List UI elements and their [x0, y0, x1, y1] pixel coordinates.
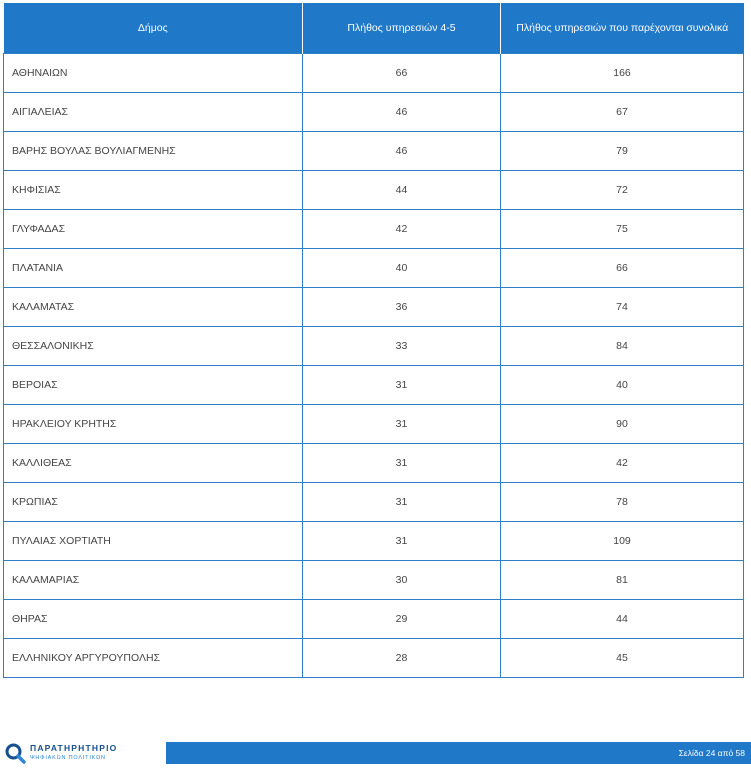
table-row — [4, 210, 744, 249]
services-4-5-cell: 40 — [303, 249, 501, 288]
services-4-5-cell: 66 — [303, 54, 501, 93]
table-row — [4, 561, 744, 600]
municipality-cell: ΘΕΣΣΑΛΟΝΙΚΗΣ — [4, 327, 303, 366]
table-row — [4, 93, 744, 132]
table-row — [4, 288, 744, 327]
services-4-5-cell: 42 — [303, 210, 501, 249]
municipality-cell: ΚΡΩΠΙΑΣ — [4, 483, 303, 522]
table-row — [4, 327, 744, 366]
table-row — [4, 171, 744, 210]
services-total-cell: 81 — [501, 561, 744, 600]
services-total-cell: 74 — [501, 288, 744, 327]
municipality-cell: ΠΥΛΑΙΑΣ ΧΟΡΤΙΑΤΗ — [4, 522, 303, 561]
services-4-5-cell: 31 — [303, 366, 501, 405]
magnifier-q-icon — [4, 742, 26, 764]
observatory-logo — [4, 738, 154, 772]
services-total-cell: 42 — [501, 444, 744, 483]
services-4-5-cell: 36 — [303, 288, 501, 327]
services-4-5-cell: 28 — [303, 639, 501, 678]
municipality-cell: ΚΑΛΑΜΑΡΙΑΣ — [4, 561, 303, 600]
table-row — [4, 522, 744, 561]
header-municipality: Δήμος — [4, 3, 303, 54]
municipality-cell: ΓΛΥΦΑΔΑΣ — [4, 210, 303, 249]
municipality-cell: ΕΛΛΗΝΙΚΟΥ ΑΡΓΥΡΟΥΠΟΛΗΣ — [4, 639, 303, 678]
municipality-cell: ΗΡΑΚΛΕΙΟΥ ΚΡΗΤΗΣ — [4, 405, 303, 444]
services-4-5-cell: 31 — [303, 483, 501, 522]
services-total-cell: 78 — [501, 483, 744, 522]
services-4-5-cell: 31 — [303, 522, 501, 561]
footer-page-bar — [166, 742, 751, 764]
municipalities-table-container — [3, 3, 743, 678]
municipality-cell: ΘΗΡΑΣ — [4, 600, 303, 639]
services-total-cell: 44 — [501, 600, 744, 639]
services-total-cell: 84 — [501, 327, 744, 366]
table-row — [4, 600, 744, 639]
services-total-cell: 79 — [501, 132, 744, 171]
municipality-cell: ΒΑΡΗΣ ΒΟΥΛΑΣ ΒΟΥΛΙΑΓΜΕΝΗΣ — [4, 132, 303, 171]
header-services-4-5: Πλήθος υπηρεσιών 4-5 — [303, 3, 501, 54]
municipality-cell: ΚΑΛΛΙΘΕΑΣ — [4, 444, 303, 483]
table-row — [4, 132, 744, 171]
services-4-5-cell: 30 — [303, 561, 501, 600]
page-number: Σελίδα 24 από 58 — [678, 748, 745, 758]
services-total-cell: 40 — [501, 366, 744, 405]
table-row — [4, 639, 744, 678]
services-4-5-cell: 31 — [303, 444, 501, 483]
table-row — [4, 483, 744, 522]
table-row — [4, 249, 744, 288]
services-total-cell: 45 — [501, 639, 744, 678]
table-body — [4, 54, 744, 678]
services-4-5-cell: 33 — [303, 327, 501, 366]
table-row — [4, 54, 744, 93]
page-footer — [0, 738, 751, 772]
services-total-cell: 67 — [501, 93, 744, 132]
services-4-5-cell: 44 — [303, 171, 501, 210]
services-total-cell: 109 — [501, 522, 744, 561]
municipality-cell: ΒΕΡΟΙΑΣ — [4, 366, 303, 405]
table-row — [4, 405, 744, 444]
header-services-total: Πλήθος υπηρεσιών που παρέχονται συνολικά — [501, 3, 744, 54]
services-4-5-cell: 29 — [303, 600, 501, 639]
services-total-cell: 90 — [501, 405, 744, 444]
municipality-cell: ΑΘΗΝΑΙΩΝ — [4, 54, 303, 93]
municipalities-table — [3, 3, 744, 678]
services-total-cell: 66 — [501, 249, 744, 288]
services-total-cell: 75 — [501, 210, 744, 249]
table-row — [4, 366, 744, 405]
municipality-cell: ΚΗΦΙΣΙΑΣ — [4, 171, 303, 210]
municipality-cell: ΚΑΛΑΜΑΤΑΣ — [4, 288, 303, 327]
services-4-5-cell: 46 — [303, 93, 501, 132]
logo-title: ΠΑΡΑΤΗΡΗΤΗΡΙΟ — [30, 743, 118, 753]
municipality-cell: ΑΙΓΙΑΛΕΙΑΣ — [4, 93, 303, 132]
services-4-5-cell: 46 — [303, 132, 501, 171]
logo-subtitle: ΨΗΦΙΑΚΩΝ ΠΟΛΙΤΙΚΩΝ — [30, 755, 106, 761]
services-total-cell: 72 — [501, 171, 744, 210]
services-4-5-cell: 31 — [303, 405, 501, 444]
services-total-cell: 166 — [501, 54, 744, 93]
municipality-cell: ΠΛΑΤΑΝΙΑ — [4, 249, 303, 288]
table-header-row — [4, 3, 744, 54]
table-row — [4, 444, 744, 483]
